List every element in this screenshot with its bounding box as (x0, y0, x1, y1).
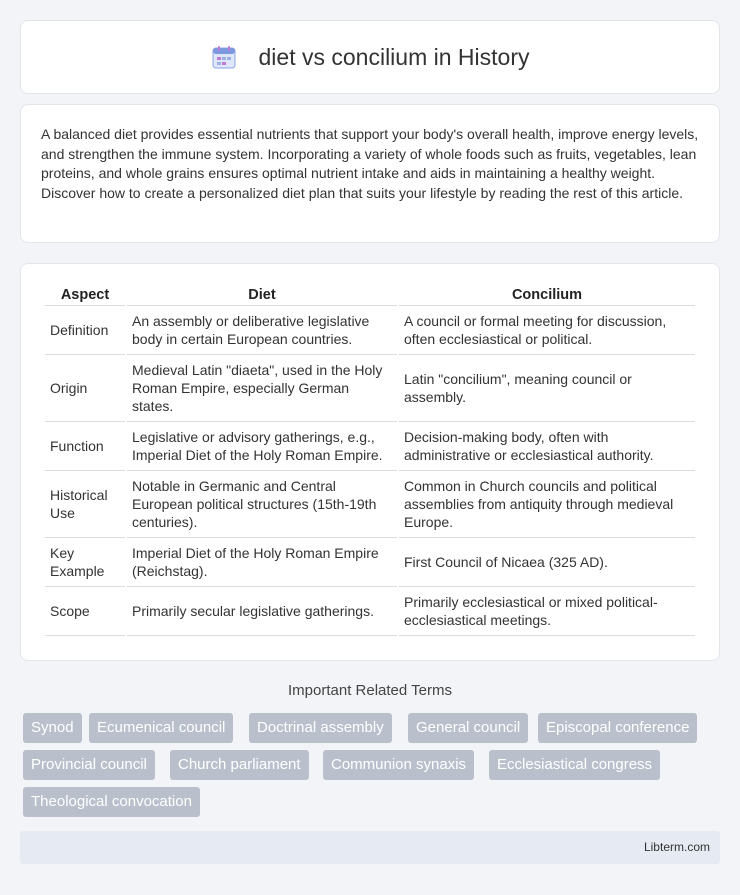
header-card (20, 20, 720, 94)
table-row (45, 538, 695, 587)
comparison-table (43, 284, 697, 636)
cell-diet: Notable in Germanic and Central European political structures (15th-19th centuries). (127, 471, 397, 538)
related-term-tag[interactable]: Synod (23, 713, 82, 743)
cell-concilium: First Council of Nicaea (325 AD). (399, 538, 695, 587)
related-term-tag[interactable]: General council (408, 713, 528, 743)
intro-card (20, 104, 720, 243)
cell-concilium: A council or formal meeting for discussion, often ecclesiastical or political. (399, 306, 695, 355)
cell-aspect: Scope (45, 587, 125, 636)
cell-diet: Medieval Latin "diaeta", used in the Holy Roman Empire, especially German states. (127, 355, 397, 422)
cell-concilium: Decision-making body, often with administrative or ecclesiastical authority. (399, 422, 695, 471)
intro-paragraph: A balanced diet provides essential nutrients that support your body's overall health, improve energy levels, and strengthen the immune system. Incorporating a variety of whole foods such as fruits, vegetables, lean proteins, and whole grains ensures optimal nutrient intake and aids in maintaining a healthy weight. Discover how to create a personalized diet plan that suits your lifestyle by reading the rest of this article. (41, 126, 699, 201)
calendar-icon (211, 44, 237, 70)
footer (20, 831, 720, 864)
cell-aspect: Historical Use (45, 471, 125, 538)
table-header-row (45, 284, 695, 306)
table-row (45, 355, 695, 422)
related-term-tag[interactable]: Theological convocation (23, 787, 200, 817)
page-title: diet vs concilium in History (258, 43, 530, 70)
cell-aspect: Function (45, 422, 125, 471)
header-concilium: Concilium (399, 284, 695, 306)
table-row (45, 587, 695, 636)
related-terms-title: Important Related Terms (288, 682, 452, 699)
header-diet: Diet (127, 284, 397, 306)
related-term-tag[interactable]: Ecclesiastical congress (489, 750, 660, 780)
related-term-tag[interactable]: Provincial council (23, 750, 155, 780)
related-term-tag[interactable]: Church parliament (170, 750, 309, 780)
related-term-tag[interactable]: Communion synaxis (323, 750, 474, 780)
related-term-tag[interactable]: Doctrinal assembly (249, 713, 392, 743)
related-term-tag[interactable]: Episcopal conference (538, 713, 697, 743)
cell-concilium: Latin "concilium", meaning council or assembly. (399, 355, 695, 422)
cell-concilium: Common in Church councils and political assemblies from antiquity through medieval Europe. (399, 471, 695, 538)
cell-aspect: Origin (45, 355, 125, 422)
cell-diet: An assembly or deliberative legislative body in certain European countries. (127, 306, 397, 355)
table-row (45, 422, 695, 471)
cell-diet: Imperial Diet of the Holy Roman Empire (Reichstag). (127, 538, 397, 587)
cell-aspect: Key Example (45, 538, 125, 587)
related-term-tag[interactable]: Ecumenical council (89, 713, 233, 743)
cell-aspect: Definition (45, 306, 125, 355)
header-aspect: Aspect (45, 284, 125, 306)
cell-diet: Legislative or advisory gatherings, e.g., Imperial Diet of the Holy Roman Empire. (127, 422, 397, 471)
cell-concilium: Primarily ecclesiastical or mixed political-ecclesiastical meetings. (399, 587, 695, 636)
table-row (45, 471, 695, 538)
table-row (45, 306, 695, 355)
cell-diet: Primarily secular legislative gatherings. (127, 587, 397, 636)
footer-site-link[interactable]: Libterm.com (643, 840, 710, 854)
comparison-table-card (20, 263, 720, 661)
